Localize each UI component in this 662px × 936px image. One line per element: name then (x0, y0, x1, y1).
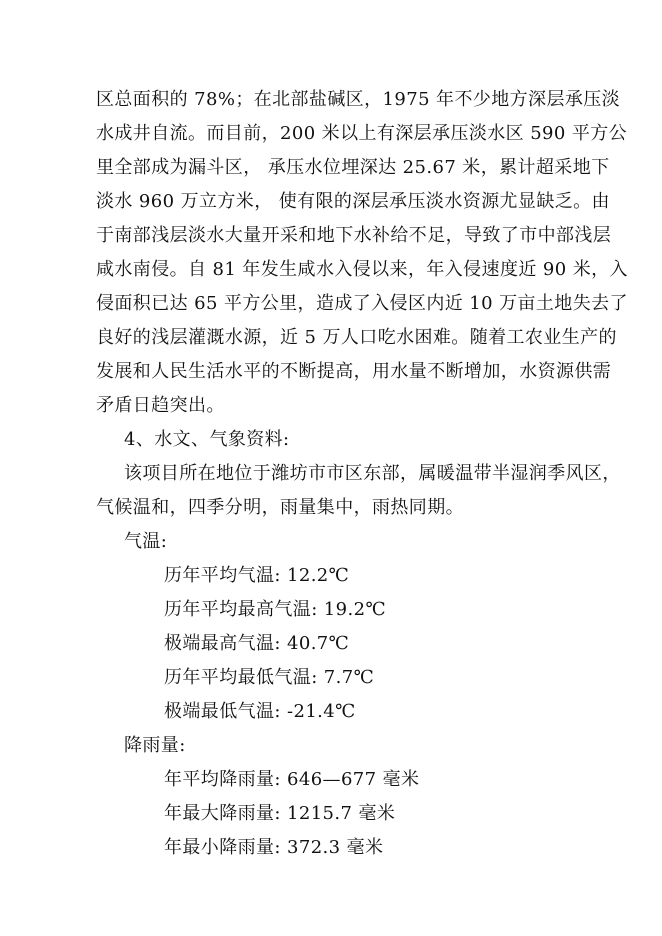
intro-line: 该项目所在地位于潍坊市市区东部，属暖温带半湿润季风区， (124, 463, 621, 484)
temperature-item: 极端最低气温: -21.4℃ (164, 701, 356, 722)
paragraph-line: 水成井自流。而目前，200 米以上有深层承压淡水区 590 平方公 (96, 123, 628, 144)
temperature-item: 历年平均气温: 12.2℃ (164, 565, 350, 586)
paragraph-line: 于南部浅层淡水大量开采和地下水补给不足，导致了市中部浅层 (96, 225, 612, 246)
temperature-item: 历年平均最高气温: 19.2℃ (164, 599, 386, 620)
precipitation-item: 年最小降雨量: 372.3 毫米 (164, 837, 384, 858)
section-heading: 4、水文、气象资料: (124, 429, 290, 450)
temperature-item: 极端最高气温: 40.7℃ (164, 633, 350, 654)
precipitation-item: 年平均降雨量: 646—677 毫米 (164, 769, 420, 790)
paragraph-line: 区总面积的 78%；在北部盐碱区，1975 年不少地方深层承压淡 (96, 89, 621, 110)
paragraph-line: 侵面积已达 65 平方公里，造成了入侵区内近 10 万亩土地失去了 (96, 293, 628, 314)
temperature-item: 历年平均最低气温: 7.7℃ (164, 667, 375, 688)
paragraph-line: 里全部成为漏斗区， 承压水位埋深达 25.67 米，累计超采地下 (96, 157, 610, 178)
paragraph-line: 矛盾日趋突出。 (96, 395, 225, 416)
precipitation-item: 年最大降雨量: 1215.7 毫米 (164, 803, 396, 824)
paragraph-line: 良好的浅层灌溉水源，近 5 万人口吃水困难。随着工农业生产的 (96, 327, 617, 348)
intro-line: 气候温和，四季分明，雨量集中，雨热同期。 (96, 497, 464, 518)
paragraph-line: 咸水南侵。自 81 年发生咸水入侵以来，年入侵速度近 90 米，入 (96, 259, 628, 280)
paragraph-line: 发展和人民生活水平的不断提高，用水量不断增加，水资源供需 (96, 361, 612, 382)
temperature-label: 气温: (124, 531, 168, 552)
paragraph-line: 淡水 960 万立方米， 使有限的深层承压淡水资源尤显缺乏。由 (96, 191, 610, 212)
precipitation-label: 降雨量: (124, 735, 186, 756)
